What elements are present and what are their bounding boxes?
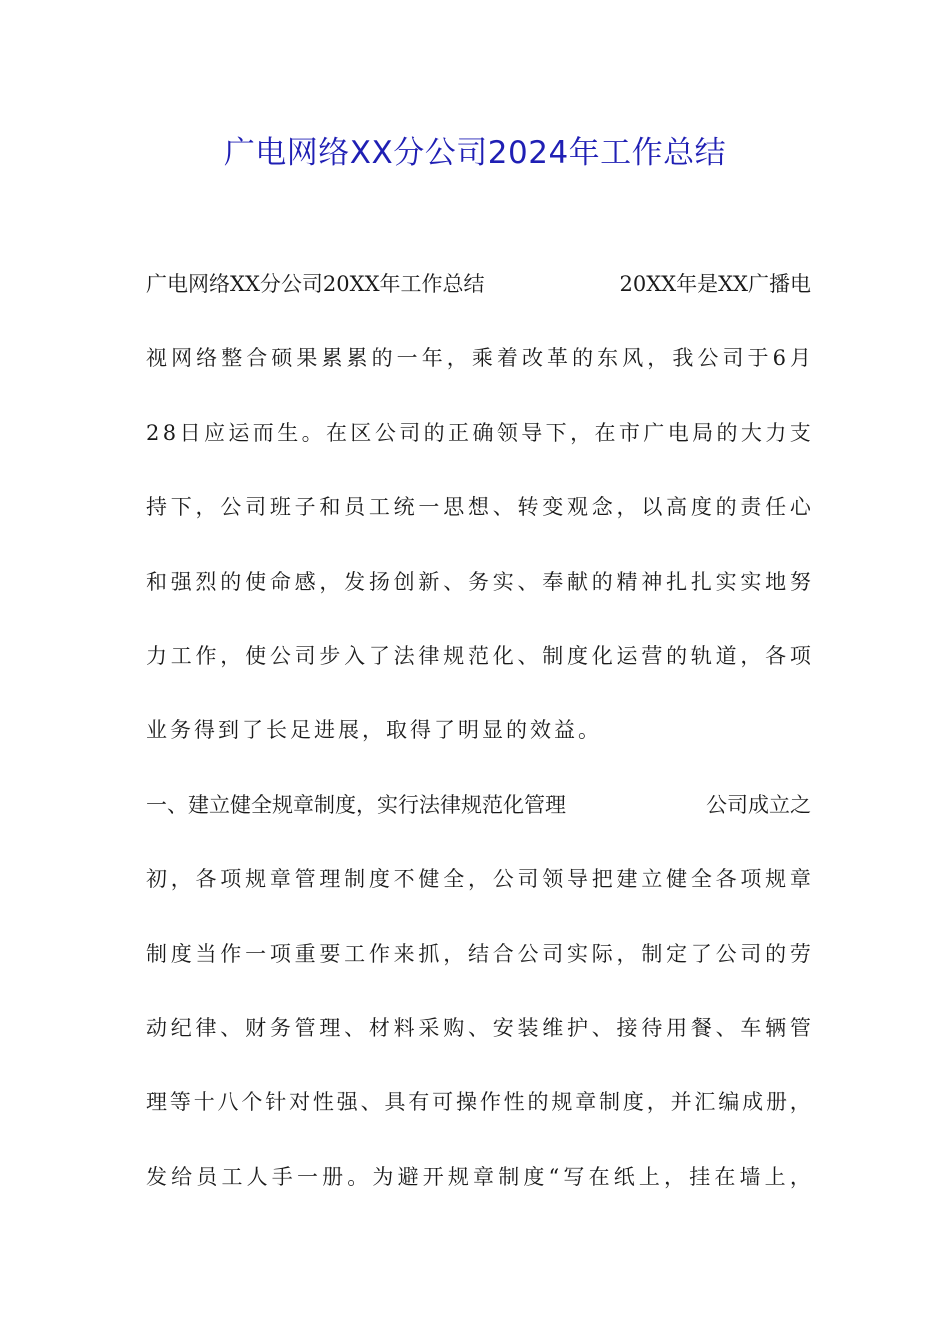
- glyph: 应: [203, 420, 225, 445]
- glyph: 公: [517, 941, 539, 966]
- glyph: 章: [789, 867, 811, 892]
- glyph: 感: [294, 569, 316, 594]
- glyph: 用: [666, 1015, 688, 1040]
- glyph: 的: [716, 420, 738, 445]
- glyph: 的: [527, 1090, 549, 1115]
- glyph: 的: [220, 569, 242, 594]
- glyph: 开: [422, 1164, 444, 1189]
- glyph: 制: [641, 941, 663, 966]
- glyph: 革: [547, 346, 568, 371]
- glyph: 和: [146, 569, 167, 594]
- glyph: 着: [496, 346, 518, 371]
- glyph: 扎: [666, 569, 688, 594]
- glyph: 变: [542, 495, 564, 520]
- glyph: 上: [638, 1164, 660, 1189]
- glyph: 强: [336, 1090, 358, 1115]
- glyph: ，: [170, 867, 192, 892]
- glyph: ，: [220, 643, 242, 668]
- body-line: [146, 934, 811, 1008]
- glyph: 编: [718, 1090, 740, 1115]
- glyph: 章: [575, 1090, 597, 1115]
- glyph: 要: [319, 941, 341, 966]
- glyph: 使: [245, 643, 267, 668]
- glyph: 在: [588, 1164, 610, 1189]
- glyph: 烈: [195, 569, 217, 594]
- glyph: 车: [740, 1015, 762, 1040]
- glyph: 全: [690, 867, 712, 892]
- glyph: 纸: [613, 1164, 635, 1189]
- glyph: 性: [312, 1090, 334, 1115]
- glyph: 度: [170, 941, 192, 966]
- glyph: 作: [479, 1090, 501, 1115]
- section-heading-line: [146, 785, 811, 859]
- glyph: 念: [591, 495, 613, 520]
- glyph: 汇: [694, 1090, 716, 1115]
- glyph: 餐: [690, 1015, 712, 1040]
- glyph: 理: [319, 1015, 341, 1040]
- glyph: 人: [246, 1164, 268, 1189]
- glyph: 实: [492, 569, 514, 594]
- glyph: 一: [396, 346, 418, 371]
- glyph: 转: [517, 495, 539, 520]
- glyph: 项: [740, 867, 762, 892]
- glyph: 一: [418, 495, 440, 520]
- body-line: [146, 636, 811, 710]
- glyph: 务: [467, 569, 489, 594]
- glyph: 、: [360, 1090, 382, 1115]
- glyph: 管: [294, 1015, 316, 1040]
- glyph: 规: [245, 867, 267, 892]
- glyph: 、: [591, 1015, 613, 1040]
- glyph: 册: [322, 1164, 344, 1189]
- glyph: 员: [344, 495, 366, 520]
- glyph: 律: [195, 1015, 217, 1040]
- glyph: 高: [666, 495, 688, 520]
- line-text-continued: 20XX年是XX广播电: [619, 272, 811, 296]
- glyph: 财: [245, 1015, 267, 1040]
- glyph: 的: [765, 941, 787, 966]
- glyph: ，: [446, 346, 468, 371]
- glyph: 命: [269, 569, 291, 594]
- glyph: ，: [616, 495, 638, 520]
- glyph: 作: [220, 941, 242, 966]
- glyph: 道: [715, 643, 737, 668]
- body-line: [146, 710, 811, 784]
- glyph: 公: [715, 941, 737, 966]
- glyph: 导: [521, 420, 543, 445]
- glyph: 于: [747, 346, 769, 371]
- glyph: 给: [171, 1164, 193, 1189]
- glyph: ，: [467, 867, 489, 892]
- glyph: 司: [542, 941, 564, 966]
- glyph: 工: [170, 643, 192, 668]
- glyph: 实: [740, 569, 762, 594]
- glyph: 公: [220, 495, 242, 520]
- glyph: 累: [321, 346, 343, 371]
- glyph: 硕: [271, 346, 293, 371]
- glyph: 和: [319, 495, 341, 520]
- glyph: 领: [496, 420, 518, 445]
- glyph: 各: [195, 867, 217, 892]
- glyph: 扬: [368, 569, 390, 594]
- glyph: 发: [146, 1164, 167, 1189]
- glyph: 的: [591, 569, 613, 594]
- glyph: 努: [789, 569, 811, 594]
- glyph: 动: [146, 1015, 167, 1040]
- glyph: 项: [220, 867, 242, 892]
- glyph: 司: [517, 867, 539, 892]
- glyph: 电: [667, 420, 689, 445]
- glyph: 操: [455, 1090, 477, 1115]
- glyph: 、: [344, 1015, 366, 1040]
- glyph: 网: [171, 346, 193, 371]
- glyph: 可: [432, 1090, 454, 1115]
- glyph: ，: [570, 420, 592, 445]
- glyph: 项: [789, 643, 811, 668]
- glyph: 料: [393, 1015, 415, 1040]
- glyph: 日: [179, 420, 201, 445]
- glyph: 司: [245, 495, 267, 520]
- glyph: 律: [418, 643, 440, 668]
- glyph: 步: [319, 643, 341, 668]
- glyph: 正: [448, 420, 470, 445]
- glyph: 为: [372, 1164, 394, 1189]
- glyph: 章: [269, 867, 291, 892]
- glyph: 入: [344, 643, 366, 668]
- body-line: [146, 264, 811, 338]
- glyph: 新: [418, 569, 440, 594]
- glyph: 避: [397, 1164, 419, 1189]
- glyph: 制: [599, 1090, 621, 1115]
- glyph: “: [548, 1164, 560, 1189]
- glyph: 员: [196, 1164, 218, 1189]
- line-text: 广电网络XX分公司20XX年工作总结: [146, 272, 485, 296]
- glyph: 力: [765, 420, 787, 445]
- glyph: 一: [296, 1164, 318, 1189]
- glyph: 化: [591, 643, 613, 668]
- glyph: 购: [443, 1015, 465, 1040]
- glyph: 。: [301, 420, 323, 445]
- glyph: 理: [319, 867, 341, 892]
- glyph: 挂: [689, 1164, 711, 1189]
- glyph: 劳: [789, 941, 811, 966]
- glyph: 各: [715, 867, 737, 892]
- glyph: 对: [289, 1090, 311, 1115]
- glyph: 观: [567, 495, 589, 520]
- glyph: 装: [517, 1015, 539, 1040]
- glyph: 工: [368, 495, 390, 520]
- glyph: 定: [666, 941, 688, 966]
- glyph: 持: [146, 495, 167, 520]
- glyph: 合: [492, 941, 514, 966]
- glyph: 法: [393, 643, 415, 668]
- glyph: 局: [692, 420, 714, 445]
- glyph: 乘: [471, 346, 493, 371]
- glyph: 章: [473, 1164, 495, 1189]
- glyph: 使: [245, 569, 267, 594]
- glyph: 区: [350, 420, 372, 445]
- glyph: 规: [443, 643, 465, 668]
- glyph: 制: [344, 867, 366, 892]
- glyph: 、: [492, 495, 514, 520]
- glyph: 各: [765, 643, 787, 668]
- glyph: 有: [408, 1090, 430, 1115]
- glyph: 来: [393, 941, 415, 966]
- glyph: 累: [346, 346, 368, 371]
- glyph: 心: [789, 495, 811, 520]
- glyph: 下: [545, 420, 567, 445]
- glyph: 材: [368, 1015, 390, 1040]
- glyph: 度: [690, 495, 712, 520]
- glyph: 健: [666, 867, 688, 892]
- glyph: 络: [196, 346, 218, 371]
- glyph: 确: [472, 420, 494, 445]
- glyph: 风: [622, 346, 644, 371]
- glyph: 八: [217, 1090, 239, 1115]
- glyph: 合: [246, 346, 268, 371]
- glyph: 改: [521, 346, 543, 371]
- body-line: [146, 1008, 811, 1082]
- glyph: 手: [271, 1164, 293, 1189]
- glyph: 了: [690, 941, 712, 966]
- document-body: [146, 264, 811, 1231]
- glyph: ，: [647, 346, 669, 371]
- section-heading: 一、建立健全规章制度，实行法律规范化管理: [146, 792, 566, 817]
- glyph: 精: [616, 569, 638, 594]
- glyph: 导: [567, 867, 589, 892]
- body-line: [146, 562, 811, 636]
- glyph: 健: [418, 867, 440, 892]
- glyph: 月: [790, 346, 811, 371]
- body-line: [146, 487, 811, 561]
- glyph: 运: [228, 420, 250, 445]
- glyph: 项: [269, 941, 291, 966]
- glyph: 作: [368, 941, 390, 966]
- glyph: 成: [742, 1090, 764, 1115]
- glyph: 当: [195, 941, 217, 966]
- glyph: 运: [616, 643, 638, 668]
- glyph: 公: [269, 643, 291, 668]
- glyph: 司: [294, 643, 316, 668]
- glyph: 整: [221, 346, 243, 371]
- glyph: 公: [492, 867, 514, 892]
- glyph: 营: [641, 643, 663, 668]
- glyph: 市: [618, 420, 640, 445]
- glyph: 、: [517, 569, 539, 594]
- glyph: 子: [294, 495, 316, 520]
- glyph: 的: [715, 495, 737, 520]
- glyph: 的: [572, 346, 594, 371]
- glyph: 制: [146, 941, 167, 966]
- glyph: 上: [764, 1164, 786, 1189]
- glyph: 度: [368, 867, 390, 892]
- glyph: 。: [347, 1164, 369, 1189]
- body-line: [146, 413, 811, 487]
- document-title: 广电网络XX分公司2024年工作总结: [223, 135, 727, 171]
- glyph: 重: [294, 941, 316, 966]
- glyph: ，: [195, 495, 217, 520]
- glyph: 大: [740, 420, 762, 445]
- glyph: 奉: [542, 569, 564, 594]
- glyph: 维: [542, 1015, 564, 1040]
- glyph: 并: [670, 1090, 692, 1115]
- glyph: 领: [542, 867, 564, 892]
- glyph: 管: [789, 1015, 811, 1040]
- glyph: 际: [591, 941, 613, 966]
- glyph: 想: [467, 495, 489, 520]
- glyph: ，: [740, 643, 762, 668]
- body-line: [146, 1082, 811, 1156]
- glyph: 广: [643, 420, 665, 445]
- glyph: 地: [765, 569, 787, 594]
- glyph: 针: [265, 1090, 287, 1115]
- glyph: 、: [443, 569, 465, 594]
- glyph: 全: [443, 867, 465, 892]
- glyph: 我: [672, 346, 694, 371]
- glyph: 册: [765, 1090, 787, 1115]
- glyph: 支: [789, 420, 811, 445]
- glyph: 在: [714, 1164, 736, 1189]
- glyph: 把: [591, 867, 613, 892]
- glyph: 实: [567, 941, 589, 966]
- glyph: 年: [421, 346, 443, 371]
- glyph: 规: [765, 867, 787, 892]
- glyph: 、: [467, 1015, 489, 1040]
- line-text: 业务得到了长足进展，取得了明显的效益。: [146, 718, 602, 743]
- glyph: 等: [169, 1090, 191, 1115]
- glyph: 班: [269, 495, 291, 520]
- body-line: [146, 338, 811, 412]
- glyph: 建: [616, 867, 638, 892]
- glyph: 立: [641, 867, 663, 892]
- glyph: 在: [326, 420, 347, 445]
- glyph: 写: [563, 1164, 585, 1189]
- glyph: 护: [567, 1015, 589, 1040]
- glyph: 初: [146, 867, 167, 892]
- glyph: 神: [641, 569, 663, 594]
- glyph: 2: [146, 420, 160, 445]
- glyph: ，: [789, 1090, 811, 1115]
- glyph: 辆: [765, 1015, 787, 1040]
- glyph: 理: [146, 1090, 167, 1115]
- glyph: 性: [503, 1090, 525, 1115]
- glyph: 墙: [739, 1164, 761, 1189]
- glyph: ，: [646, 1090, 668, 1115]
- glyph: 一: [245, 941, 267, 966]
- glyph: 化: [492, 643, 514, 668]
- glyph: ，: [664, 1164, 686, 1189]
- glyph: 工: [344, 941, 366, 966]
- glyph: 不: [393, 867, 415, 892]
- glyph: 工: [221, 1164, 243, 1189]
- glyph: 采: [418, 1015, 440, 1040]
- glyph: 公: [374, 420, 396, 445]
- glyph: 以: [641, 495, 663, 520]
- glyph: 安: [492, 1015, 514, 1040]
- glyph: 具: [384, 1090, 406, 1115]
- glyph: 公: [697, 346, 719, 371]
- glyph: 而: [252, 420, 274, 445]
- glyph: 东: [597, 346, 619, 371]
- glyph: 度: [567, 643, 589, 668]
- body-line: [146, 859, 811, 933]
- glyph: 了: [368, 643, 390, 668]
- glyph: 8: [162, 420, 177, 445]
- glyph: 待: [641, 1015, 663, 1040]
- glyph: 扎: [690, 569, 712, 594]
- glyph: 司: [399, 420, 421, 445]
- glyph: ，: [319, 569, 341, 594]
- glyph: 司: [722, 346, 744, 371]
- body-line: [146, 1157, 811, 1231]
- glyph: 度: [523, 1164, 545, 1189]
- glyph: 作: [195, 643, 217, 668]
- glyph: 的: [371, 346, 393, 371]
- glyph: 在: [594, 420, 616, 445]
- glyph: 、: [517, 643, 539, 668]
- line-text-continued: 公司成立之: [706, 792, 811, 817]
- glyph: 结: [467, 941, 489, 966]
- glyph: 实: [715, 569, 737, 594]
- glyph: 规: [551, 1090, 573, 1115]
- glyph: 统: [393, 495, 415, 520]
- glyph: 司: [740, 941, 762, 966]
- glyph: ，: [789, 1164, 811, 1189]
- glyph: 果: [296, 346, 318, 371]
- glyph: 创: [393, 569, 415, 594]
- glyph: ，: [443, 941, 465, 966]
- glyph: 思: [443, 495, 465, 520]
- glyph: 下: [170, 495, 192, 520]
- glyph: 的: [423, 420, 445, 445]
- glyph: 力: [146, 643, 167, 668]
- glyph: 视: [146, 346, 167, 371]
- glyph: 十: [193, 1090, 215, 1115]
- glyph: 责: [740, 495, 762, 520]
- glyph: 生: [277, 420, 299, 445]
- glyph: 轨: [690, 643, 712, 668]
- glyph: 的: [666, 643, 688, 668]
- glyph: 个: [241, 1090, 263, 1115]
- glyph: 制: [498, 1164, 520, 1189]
- glyph: 规: [447, 1164, 469, 1189]
- glyph: 抓: [418, 941, 440, 966]
- glyph: 制: [542, 643, 564, 668]
- glyph: 发: [344, 569, 366, 594]
- glyph: 6: [772, 346, 786, 371]
- glyph: 管: [294, 867, 316, 892]
- glyph: 范: [467, 643, 489, 668]
- glyph: 务: [269, 1015, 291, 1040]
- glyph: ，: [616, 941, 638, 966]
- glyph: 、: [220, 1015, 242, 1040]
- glyph: 献: [567, 569, 589, 594]
- glyph: 、: [715, 1015, 737, 1040]
- glyph: 任: [765, 495, 787, 520]
- glyph: 接: [616, 1015, 638, 1040]
- glyph: 度: [622, 1090, 644, 1115]
- glyph: 强: [170, 569, 192, 594]
- glyph: 纪: [170, 1015, 192, 1040]
